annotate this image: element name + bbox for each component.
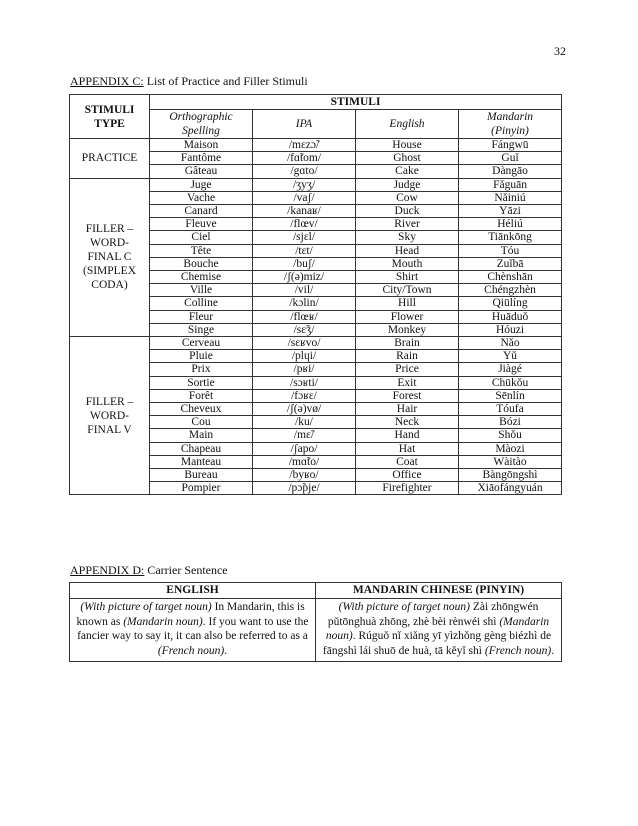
english-cell: Hat: [356, 442, 459, 455]
mandarin-segment: (Mandarin noun): [325, 615, 550, 642]
mandarin-cell: Bàngōngshì: [459, 469, 562, 482]
mandarin-cell: Nǎo: [459, 337, 562, 350]
mandarin-segment: .: [551, 644, 555, 657]
english-segment: . If you want to use the fancier way to say it, it can also be referred to as a: [77, 615, 309, 642]
mandarin-cell: Wàitào: [459, 455, 562, 468]
mandarin-cell: Tiānkōng: [459, 231, 562, 244]
mandarin-col-header-line: Mandarin: [487, 111, 534, 123]
english-cell: City/Town: [356, 284, 459, 297]
ipa-cell: /tɛt/: [253, 244, 356, 257]
english-segment: (Mandarin noun): [123, 615, 203, 628]
stimuli-table: [69, 94, 562, 495]
ipa-cell: /ʃ(ə)vø/: [253, 403, 356, 416]
mandarin-cell: Yǔ: [459, 350, 562, 363]
mandarin-cell: Jiàgé: [459, 363, 562, 376]
mandarin-cell: Zuǐbā: [459, 257, 562, 270]
orthographic-cell: Cou: [150, 416, 253, 429]
orthographic-cell: Fleuve: [150, 218, 253, 231]
orthographic-cell: Manteau: [150, 455, 253, 468]
appendix-c-label: APPENDIX C:: [70, 74, 144, 88]
mandarin-cell: Xiāofángyuán: [459, 482, 562, 495]
english-cell: Monkey: [356, 323, 459, 336]
mandarin-cell: Guǐ: [459, 152, 562, 165]
orthographic-cell: Singe: [150, 323, 253, 336]
mandarin-cell: Shǒu: [459, 429, 562, 442]
ipa-cell: /fɑ̃tom/: [253, 152, 356, 165]
mandarin-cell: Fángwū: [459, 139, 562, 152]
orthographic-cell: Cheveux: [150, 403, 253, 416]
stimuli-type-header: [70, 95, 150, 139]
english-cell: Hill: [356, 297, 459, 310]
english-col-header-line: English: [389, 118, 425, 130]
ipa-cell: /flœv/: [253, 218, 356, 231]
mandarin-cell: Bózi: [459, 416, 562, 429]
ipa-cell: /ʃ(ə)miz/: [253, 271, 356, 284]
english-cell: Judge: [356, 178, 459, 191]
orthographic-cell: Ville: [150, 284, 253, 297]
english-cell: Exit: [356, 376, 459, 389]
orthographic-cell: Tête: [150, 244, 253, 257]
stimuli-type-line: (SIMPLEX: [82, 265, 137, 278]
stimuli-type-header-line-1: STIMULI: [84, 103, 135, 116]
english-segment: .: [224, 644, 228, 657]
ipa-cell: /ʃapo/: [253, 442, 356, 455]
mandarin-cell: Chūkǒu: [459, 376, 562, 389]
mandarin-segment: (French noun): [484, 644, 552, 657]
orthographic-cell: Cerveau: [150, 337, 253, 350]
appendix-c-title: List of Practice and Filler Stimuli: [143, 74, 308, 88]
english-cell: Neck: [356, 416, 459, 429]
mandarin-header: MANDARIN CHINESE (PINYIN): [316, 583, 562, 599]
mandarin-cell: Nǎiniú: [459, 191, 562, 204]
mandarin-cell: Hóuzi: [459, 323, 562, 336]
orthographic-cell: Pluie: [150, 350, 253, 363]
ipa-cell: /sjɛl/: [253, 231, 356, 244]
english-cell: Mouth: [356, 257, 459, 270]
stimuli-type-line: CODA): [91, 279, 128, 292]
ipa-cell: /fɔʁɛ/: [253, 389, 356, 402]
orthographic-cell: Main: [150, 429, 253, 442]
orthographic-cell: Juge: [150, 178, 253, 191]
english-cell: Cake: [356, 165, 459, 178]
english-cell: Shirt: [356, 271, 459, 284]
appendix-d-heading: [70, 563, 228, 578]
mandarin-segment: (With picture of target noun): [338, 601, 471, 613]
orthographic-cell: Vache: [150, 191, 253, 204]
ipa-cell: /ku/: [253, 416, 356, 429]
ipa-cell: /sɛ̃ʒ/: [253, 323, 356, 336]
orthographic-cell: Prix: [150, 363, 253, 376]
ipa-cell: /sɛʁvo/: [253, 337, 356, 350]
mandarin-cell: Fǎguān: [459, 178, 562, 191]
mandarin-cell: Huāduǒ: [459, 310, 562, 323]
mandarin-cell: Chènshān: [459, 271, 562, 284]
stimuli-header: STIMULI: [150, 95, 562, 110]
stimuli-type-cell: [70, 337, 150, 495]
appendix-c-heading: [70, 74, 308, 89]
ipa-cell: /kɔlin/: [253, 297, 356, 310]
ipa-header: [253, 110, 356, 139]
mandarin-cell: Yāzi: [459, 205, 562, 218]
english-cell: Flower: [356, 310, 459, 323]
english-cell: Duck: [356, 205, 459, 218]
mandarin-cell: Héliú: [459, 218, 562, 231]
stimuli-type-line: FINAL V: [87, 423, 132, 436]
orthographic-cell: Bouche: [150, 257, 253, 270]
ipa-cell: /mɑ̃to/: [253, 455, 356, 468]
mandarin-cell: Sēnlín: [459, 389, 562, 402]
table-row: [70, 178, 562, 191]
english-cell: Hand: [356, 429, 459, 442]
mandarin-cell: Qiūlíng: [459, 297, 562, 310]
ipa-cell: /kanaʁ/: [253, 205, 356, 218]
english-col-header: [356, 110, 459, 139]
table-row: [70, 337, 562, 350]
ipa-cell: /flœʁ/: [253, 310, 356, 323]
stimuli-type-line: WORD-: [90, 237, 129, 250]
ipa-header-line: IPA: [295, 118, 313, 130]
english-cell: Cow: [356, 191, 459, 204]
english-segment: In Mandarin, this is known as: [76, 601, 305, 628]
english-cell: Rain: [356, 350, 459, 363]
orthographic-cell: Sortie: [150, 376, 253, 389]
ipa-cell: /mɛ̃/: [253, 429, 356, 442]
carrier-sentence-table: [69, 582, 562, 662]
mandarin-cell: Chéngzhèn: [459, 284, 562, 297]
english-segment: (With picture of target noun): [80, 601, 212, 613]
orthographic-cell: Canard: [150, 205, 253, 218]
orthographic-header: [150, 110, 253, 139]
ipa-cell: /byʁo/: [253, 469, 356, 482]
table-row: [70, 139, 562, 152]
ipa-cell: /buʃ/: [253, 257, 356, 270]
mandarin-cell: Dàngāo: [459, 165, 562, 178]
appendix-d-title: Carrier Sentence: [144, 563, 228, 577]
orthographic-cell: Forêt: [150, 389, 253, 402]
stimuli-type-line: FINAL C: [87, 251, 132, 264]
english-cell: Hair: [356, 403, 459, 416]
english-cell: Office: [356, 469, 459, 482]
stimuli-type-header-line-2: TYPE: [94, 117, 125, 130]
mandarin-cell: Màozi: [459, 442, 562, 455]
ipa-cell: /pʁi/: [253, 363, 356, 376]
ipa-cell: /mɛzɔ̃/: [253, 139, 356, 152]
orthographic-header-line: Orthographic: [169, 111, 233, 123]
ipa-cell: /gɑto/: [253, 165, 356, 178]
mandarin-cell: Tóu: [459, 244, 562, 257]
orthographic-cell: Chapeau: [150, 442, 253, 455]
english-cell: Forest: [356, 389, 459, 402]
mandarin-cell: Tóufa: [459, 403, 562, 416]
ipa-cell: /pɔ̃pje/: [253, 482, 356, 495]
orthographic-cell: Bureau: [150, 469, 253, 482]
orthographic-cell: Fleur: [150, 310, 253, 323]
orthographic-cell: Colline: [150, 297, 253, 310]
english-cell: Price: [356, 363, 459, 376]
orthographic-cell: Pompier: [150, 482, 253, 495]
english-cell: House: [356, 139, 459, 152]
orthographic-cell: Gâteau: [150, 165, 253, 178]
ipa-cell: /vil/: [253, 284, 356, 297]
mandarin-segment: Zài zhōngwén pǔtōnghuà zhōng, zhè bèi rènwéi shì: [327, 601, 539, 628]
stimuli-type-cell: [70, 139, 150, 179]
english-cell: Head: [356, 244, 459, 257]
mandarin-col-header: [459, 110, 562, 139]
orthographic-cell: Ciel: [150, 231, 253, 244]
stimuli-type-line: FILLER –: [85, 223, 134, 236]
english-header: ENGLISH: [70, 583, 316, 599]
english-cell: Sky: [356, 231, 459, 244]
ipa-cell: /sɔʁti/: [253, 376, 356, 389]
stimuli-type-line: WORD-: [90, 409, 129, 422]
english-cell: River: [356, 218, 459, 231]
stimuli-type-line: FILLER –: [85, 395, 134, 408]
ipa-cell: /vaʃ/: [253, 191, 356, 204]
english-cell: Brain: [356, 337, 459, 350]
orthographic-cell: Fantôme: [150, 152, 253, 165]
english-carrier-sentence: [70, 599, 316, 662]
ipa-cell: /plɥi/: [253, 350, 356, 363]
english-segment: (French noun): [157, 644, 225, 657]
mandarin-col-header-line: (Pinyin): [491, 125, 529, 137]
english-cell: Coat: [356, 455, 459, 468]
ipa-cell: /ʒyʒ/: [253, 178, 356, 191]
page-number: 32: [554, 44, 566, 58]
english-cell: Ghost: [356, 152, 459, 165]
appendix-d-label: APPENDIX D:: [70, 563, 145, 577]
orthographic-cell: Chemise: [150, 271, 253, 284]
english-cell: Firefighter: [356, 482, 459, 495]
orthographic-header-line: Spelling: [182, 125, 220, 137]
stimuli-type-cell: [70, 178, 150, 336]
mandarin-segment: . Rúguǒ nǐ xiǎng yī yìzhǒng gèng biézhì de fāngshì lái shuō de huà, tā kěyǐ shì: [322, 630, 552, 657]
mandarin-carrier-sentence: [316, 599, 562, 662]
orthographic-cell: Maison: [150, 139, 253, 152]
stimuli-type-line: PRACTICE: [81, 152, 138, 165]
